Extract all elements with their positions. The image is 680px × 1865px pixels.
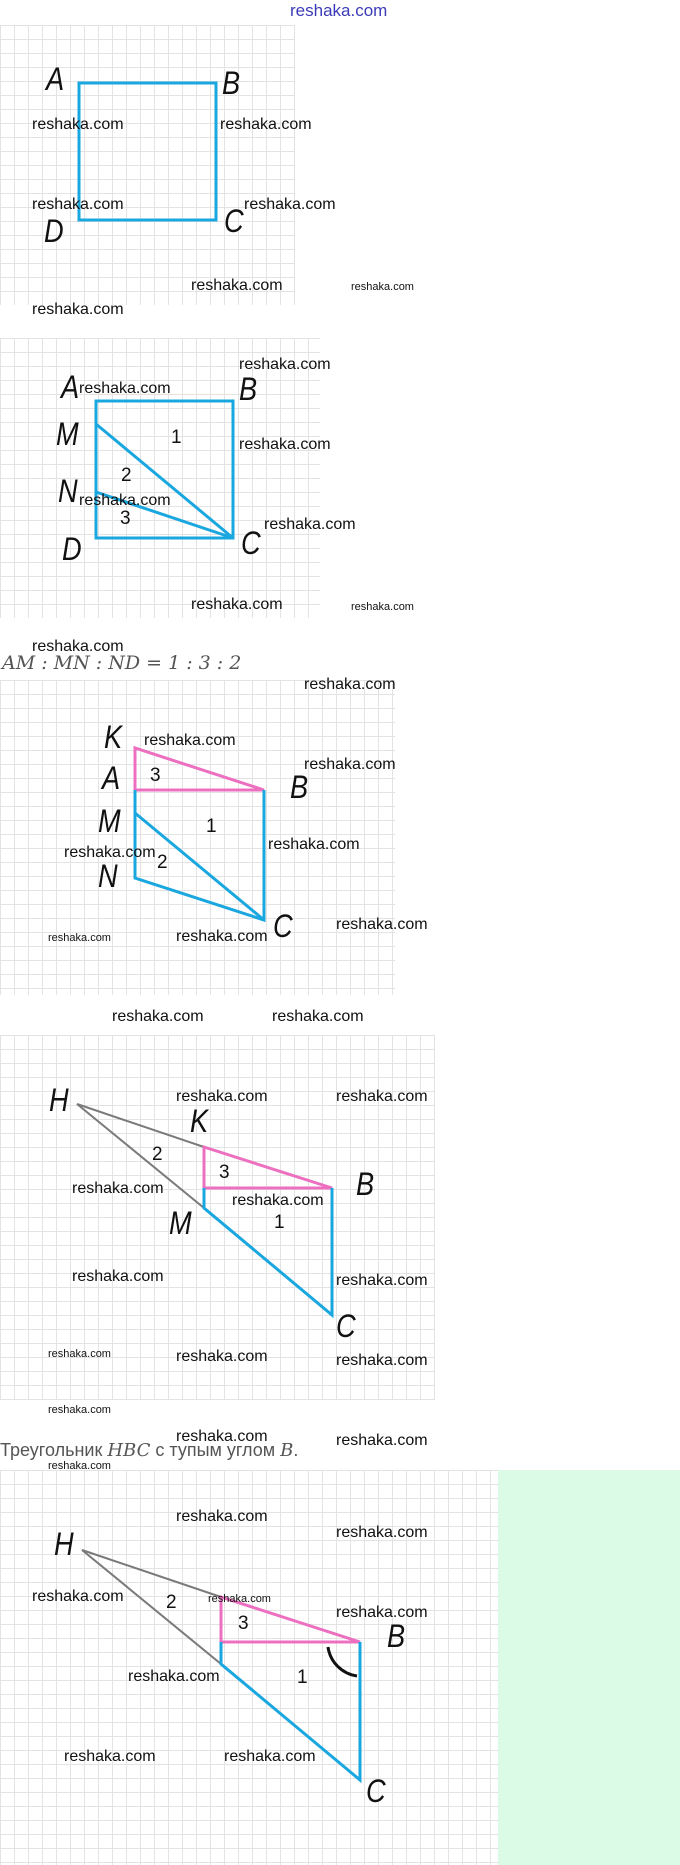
region-label-2-3: 2 xyxy=(157,852,168,873)
watermark: reshaka.com xyxy=(336,916,428,933)
watermark: reshaka.com xyxy=(336,1432,428,1449)
vertex-label-k-3: K xyxy=(104,719,123,755)
vertex-label-b-5: B xyxy=(387,1618,406,1654)
vertex-label-d-2: D xyxy=(62,531,82,567)
segment-hk xyxy=(77,1104,204,1147)
watermark: reshaka.com xyxy=(244,196,336,213)
watermark: reshaka.com xyxy=(48,1404,111,1416)
region-label-1-2: 1 xyxy=(171,427,182,448)
header-watermark[interactable]: reshaka.com xyxy=(290,1,388,20)
ratio-text: AM : MN : ND = 1 : 3 : 2 xyxy=(2,652,242,674)
watermark: reshaka.com xyxy=(220,116,312,133)
vertex-label-c-5: C xyxy=(366,1773,386,1809)
watermark: reshaka.com xyxy=(264,516,356,533)
vertex-label-m-2: M xyxy=(56,416,79,452)
vertex-label-c-2: C xyxy=(241,525,261,561)
vertex-label-k-4: K xyxy=(190,1103,209,1139)
vertex-label-m-4: M xyxy=(169,1205,192,1241)
watermark: reshaka.com xyxy=(176,1348,268,1365)
obtuse-angle-arc xyxy=(328,1647,357,1676)
vertex-label-n-2: N xyxy=(58,473,78,509)
vertex-label-c-1: C xyxy=(224,203,244,239)
region-label-3-2: 3 xyxy=(120,508,131,529)
vertex-label-a-2: A xyxy=(61,369,80,405)
segment-mc-3 xyxy=(135,813,264,920)
vertex-label-b-3: B xyxy=(290,769,309,805)
region-label-3-5: 3 xyxy=(238,1613,249,1634)
watermark: reshaka.com xyxy=(64,844,156,861)
watermark: reshaka.com xyxy=(64,1748,156,1765)
vertex-label-h-4: H xyxy=(49,1082,69,1118)
vertex-label-b-2: B xyxy=(239,371,258,407)
watermark: reshaka.com xyxy=(239,356,331,373)
watermark: reshaka.com xyxy=(208,1593,271,1605)
watermark: reshaka.com xyxy=(176,1088,268,1105)
region-label-2-4: 2 xyxy=(152,1144,163,1165)
vertex-label-a-3: A xyxy=(102,760,121,796)
watermark: reshaka.com xyxy=(336,1352,428,1369)
watermark: reshaka.com xyxy=(268,836,360,853)
vertex-label-m-3: M xyxy=(98,803,121,839)
watermark: reshaka.com xyxy=(336,1604,428,1621)
watermark: reshaka.com xyxy=(79,380,171,397)
watermark: reshaka.com xyxy=(79,492,171,509)
watermark: reshaka.com xyxy=(32,638,124,655)
vertex-label-a-1: A xyxy=(46,61,65,97)
watermark: reshaka.com xyxy=(72,1180,164,1197)
watermark: reshaka.com xyxy=(176,928,268,945)
vertex-label-c-3: C xyxy=(273,908,293,944)
watermark: reshaka.com xyxy=(48,932,111,944)
region-label-1-4: 1 xyxy=(274,1212,285,1233)
watermark: reshaka.com xyxy=(176,1508,268,1525)
watermark: reshaka.com xyxy=(232,1192,324,1209)
watermark: reshaka.com xyxy=(272,1008,364,1025)
watermark: reshaka.com xyxy=(32,301,124,318)
watermark: reshaka.com xyxy=(112,1008,204,1025)
watermark: reshaka.com xyxy=(128,1668,220,1685)
watermark: reshaka.com xyxy=(32,116,124,133)
vertex-label-c-4: C xyxy=(336,1308,356,1344)
square-abcd-2 xyxy=(96,401,233,538)
watermark: reshaka.com xyxy=(224,1748,316,1765)
vertex-label-d-1: D xyxy=(44,213,64,249)
watermark: reshaka.com xyxy=(176,1428,268,1445)
region-label-2-5: 2 xyxy=(166,1592,177,1613)
watermark: reshaka.com xyxy=(336,1088,428,1105)
caption-text: Треугольник HBC с тупым углом B. xyxy=(0,1440,299,1461)
watermark: reshaka.com xyxy=(336,1272,428,1289)
region-label-3-3: 3 xyxy=(150,765,161,786)
vertex-label-b-4: B xyxy=(356,1166,375,1202)
watermark: reshaka.com xyxy=(336,1524,428,1541)
watermark: reshaka.com xyxy=(304,676,396,693)
watermark: reshaka.com xyxy=(239,436,331,453)
vertex-label-b-1: B xyxy=(222,65,241,101)
region-label-1-3: 1 xyxy=(206,816,217,837)
watermark: reshaka.com xyxy=(351,281,414,293)
segment-hm-5 xyxy=(82,1550,221,1664)
region-label-2-2: 2 xyxy=(121,465,132,486)
watermark: reshaka.com xyxy=(72,1268,164,1285)
watermark: reshaka.com xyxy=(304,756,396,773)
watermark: reshaka.com xyxy=(191,596,283,613)
region-label-1-5: 1 xyxy=(297,1667,308,1688)
segment-mc xyxy=(96,424,233,538)
vertex-label-h-5: H xyxy=(54,1526,74,1562)
watermark: reshaka.com xyxy=(144,732,236,749)
vertex-label-n-3: N xyxy=(98,858,118,894)
watermark: reshaka.com xyxy=(32,1588,124,1605)
watermark: reshaka.com xyxy=(191,277,283,294)
region-label-3-4: 3 xyxy=(219,1162,230,1183)
watermark: reshaka.com xyxy=(48,1348,111,1360)
watermark: reshaka.com xyxy=(32,196,124,213)
watermark: reshaka.com xyxy=(48,1460,111,1472)
watermark: reshaka.com xyxy=(351,601,414,613)
